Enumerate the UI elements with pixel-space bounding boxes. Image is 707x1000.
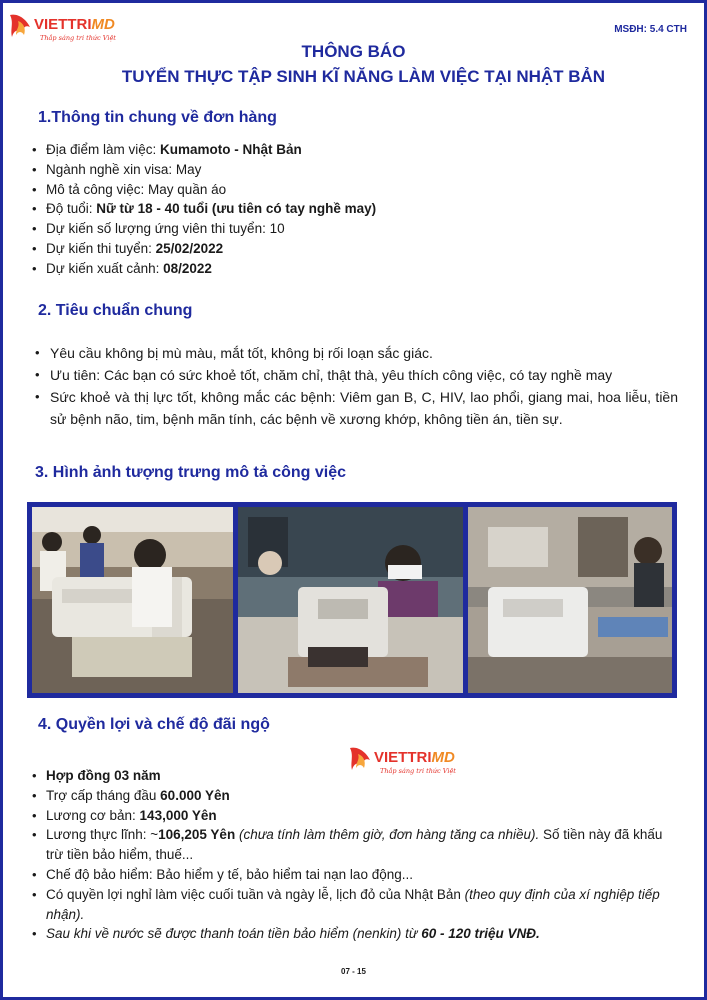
svg-text:Thắp sáng tri thức Việt: Thắp sáng tri thức Việt — [380, 767, 456, 775]
page-title: THÔNG BÁO — [301, 42, 406, 61]
list-item: • Địa điểm làm việc: Kumamoto - Nhật Bản — [30, 140, 680, 160]
list-item: • Chế độ bảo hiểm: Bảo hiểm y tế, bảo hiểm tai nạn lao động... — [30, 865, 682, 885]
list-item: • Lương cơ bản: 143,000 Yên — [30, 806, 682, 826]
list-item: • Độ tuổi: Nữ từ 18 - 40 tuổi (ưu tiên có tay nghề may) — [30, 199, 680, 219]
section3-heading: 3. Hình ảnh tượng trưng mô tả công việc — [35, 464, 347, 481]
section2-heading: 2. Tiêu chuẩn chung — [38, 302, 193, 319]
page-subtitle: TUYỂN THỰC TẬP SINH KĨ NĂNG LÀM VIỆC TẠI NHẬT BẢN — [121, 67, 606, 86]
svg-text:VIETTRIMD: VIETTRIMD — [374, 749, 455, 766]
document-code: MSĐH: 5.4 CTH — [614, 24, 687, 35]
section4-list — [30, 766, 682, 944]
list-item: • Lương thực lĩnh: ~106,205 Yên (chưa tính làm thêm giờ, đơn hàng tăng ca nhiều). Số tiền này đã khấu trừ tiền bảo hiểm, thuế... — [30, 825, 682, 865]
page-number: 07 - 15 — [341, 967, 366, 976]
list-item: • Trợ cấp tháng đầu 60.000 Yên — [30, 786, 682, 806]
list-item: • Dự kiến số lượng ứng viên thi tuyển: 10 — [30, 219, 680, 239]
section1-list — [30, 140, 680, 279]
list-item: • Ngành nghề xin visa: May — [30, 160, 680, 180]
list-item: • Sau khi về nước sẽ được thanh toán tiền bảo hiểm (nenkin) từ 60 - 120 triệu VNĐ. — [30, 924, 682, 944]
section1-heading: 1.Thông tin chung về đơn hàng — [38, 109, 277, 126]
flame-icon — [10, 15, 30, 37]
list-item: • Dự kiến xuất cảnh: 08/2022 — [30, 259, 680, 279]
sewing-photo-1 — [32, 507, 233, 693]
sewing-photo-2 — [238, 507, 463, 693]
list-item: • Hợp đồng 03 năm — [30, 766, 682, 786]
list-item: • Ưu tiên: Các bạn có sức khoẻ tốt, chăm chỉ, thật thà, yêu thích công việc, có tay nghề may — [33, 364, 678, 386]
work-photos — [27, 502, 677, 698]
list-item: • Mô tả công việc: May quần áo — [30, 180, 680, 200]
sewing-photo-3 — [468, 507, 672, 693]
svg-text:VIETTRIMD: VIETTRIMD — [34, 16, 115, 33]
list-item: • Sức khoẻ và thị lực tốt, không mắc các bệnh: Viêm gan B, C, HIV, lao phổi, giang mai, hoa liễu, tiền sử bệnh não, tim, bệnh mãn tính, các bệnh về xương khớp, không tiền án, tiền sự. — [33, 386, 678, 430]
list-item: • Dự kiến thi tuyển: 25/02/2022 — [30, 239, 680, 259]
section4-heading: 4. Quyền lợi và chế độ đãi ngộ — [38, 716, 270, 733]
svg-text:Thắp sáng tri thức Việt: Thắp sáng tri thức Việt — [40, 34, 116, 42]
section2-list — [33, 342, 678, 430]
viettri-logo — [8, 9, 128, 45]
list-item: • Có quyền lợi nghỉ làm việc cuối tuần và ngày lễ, lịch đỏ của Nhật Bản (theo quy định của xí nghiệp tiếp nhận). — [30, 885, 682, 925]
list-item: • Yêu cầu không bị mù màu, mắt tốt, không bị rối loạn sắc giác. — [33, 342, 678, 364]
